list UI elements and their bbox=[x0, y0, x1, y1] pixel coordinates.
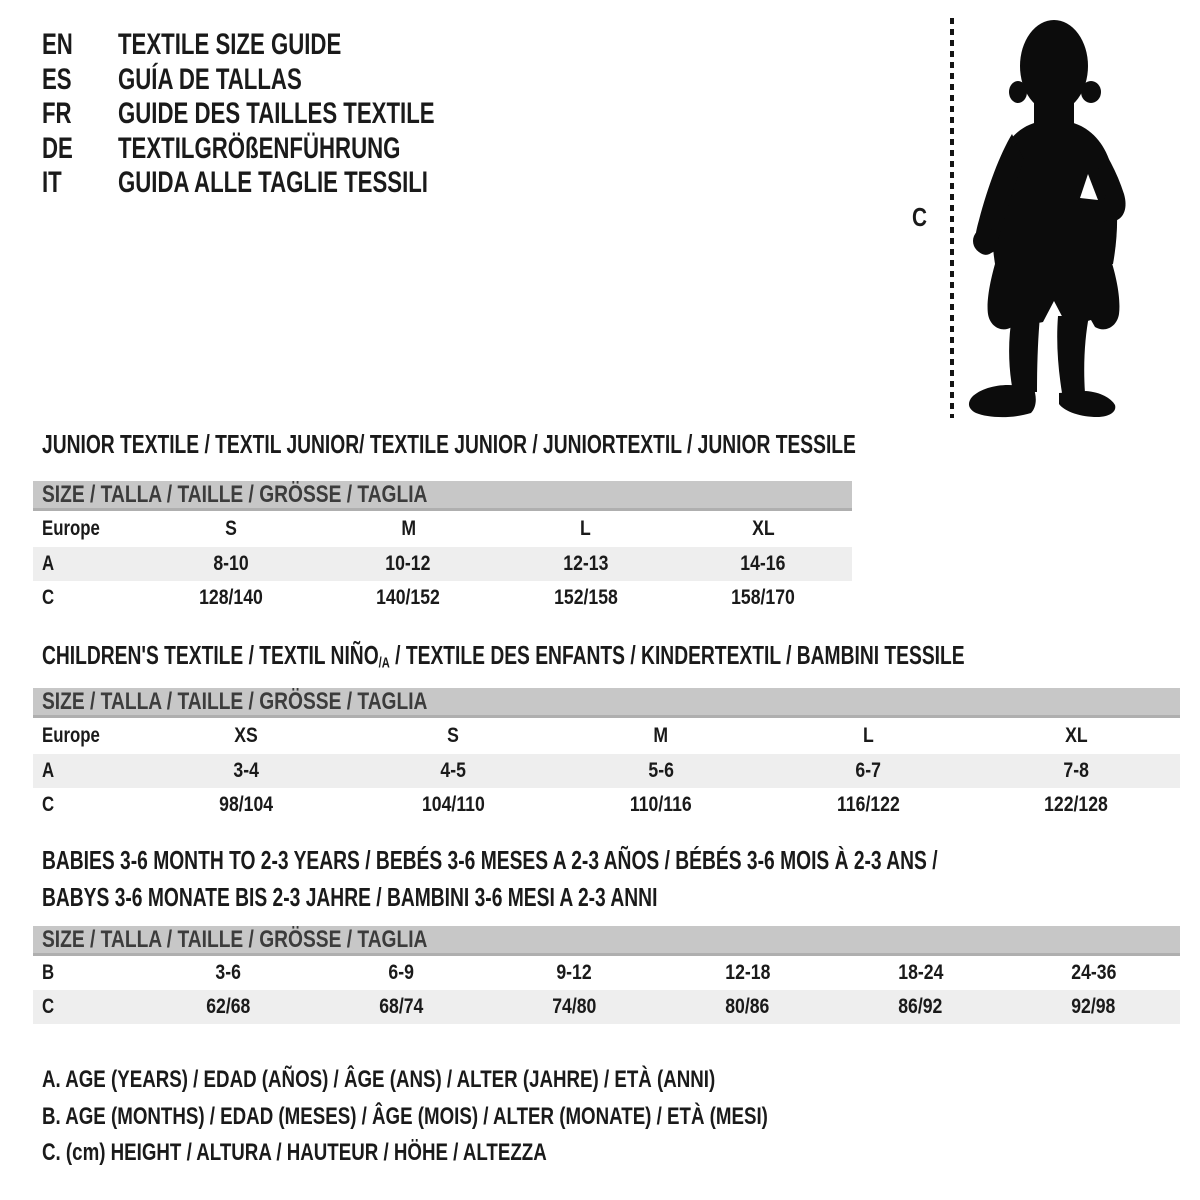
table-cell: 116/122 bbox=[837, 793, 900, 816]
table-cell: 8-10 bbox=[213, 552, 249, 575]
column-header-row bbox=[33, 718, 1180, 754]
children-section-title: CHILDREN'S TEXTILE / TEXTIL NIÑO/A / TEXTILE DES ENFANTS / KINDERTEXTIL / BAMBINI TESSILE bbox=[42, 640, 965, 672]
table-row-height bbox=[33, 788, 1180, 822]
column-header-row bbox=[33, 511, 852, 547]
footnote-legend bbox=[42, 1062, 973, 1172]
row-label: C bbox=[42, 793, 55, 816]
nino-a-subscript: /A bbox=[378, 654, 390, 672]
table-cell: 9-12 bbox=[556, 961, 593, 984]
language-title: GUIDE DES TAILLES TEXTILE bbox=[118, 97, 435, 131]
size-header-bar bbox=[33, 926, 1180, 956]
table-cell: 12-18 bbox=[724, 961, 771, 984]
column-header: M bbox=[400, 517, 416, 540]
region-label: Europe bbox=[42, 517, 100, 540]
column-header: S bbox=[447, 724, 460, 747]
table-cell: 12-13 bbox=[563, 552, 609, 575]
table-row-age bbox=[33, 754, 1180, 788]
table-row-height bbox=[33, 581, 852, 615]
language-title: GUÍA DE TALLAS bbox=[118, 62, 302, 96]
table-cell: 158/170 bbox=[731, 586, 796, 609]
size-header-bar bbox=[33, 688, 1180, 718]
language-row bbox=[42, 97, 546, 132]
table-cell: 5-6 bbox=[648, 759, 674, 782]
table-cell: 24-36 bbox=[1070, 961, 1117, 984]
toddler-silhouette-image bbox=[958, 14, 1140, 420]
height-measure-label: C bbox=[912, 202, 928, 232]
table-cell: 104/110 bbox=[421, 793, 485, 816]
footnote-a: A. AGE (YEARS) / EDAD (AÑOS) / ÂGE (ANS) / ALTER (JAHRE) / ETÀ (ANNI) bbox=[42, 1066, 716, 1094]
table-cell: 122/128 bbox=[1044, 793, 1109, 816]
size-header-bar bbox=[33, 481, 852, 511]
row-label: B bbox=[42, 961, 55, 984]
table-cell: 86/92 bbox=[898, 995, 943, 1018]
column-header: XL bbox=[751, 517, 775, 540]
size-header-label: SIZE / TALLA / TAILLE / GRÖSSE / TAGLIA bbox=[42, 687, 428, 715]
language-title: TEXTILE SIZE GUIDE bbox=[118, 28, 342, 62]
region-label: Europe bbox=[42, 724, 100, 747]
language-row bbox=[42, 63, 546, 98]
table-cell: 6-9 bbox=[388, 961, 415, 984]
table-cell: 3-6 bbox=[215, 961, 242, 984]
table-cell: 140/152 bbox=[376, 586, 441, 609]
height-measure-dashed-line bbox=[950, 18, 954, 418]
table-cell: 3-4 bbox=[233, 759, 259, 782]
table-cell: 14-16 bbox=[740, 552, 786, 575]
row-label: C bbox=[42, 995, 55, 1018]
column-header: S bbox=[224, 517, 237, 540]
size-header-label: SIZE / TALLA / TAILLE / GRÖSSE / TAGLIA bbox=[42, 480, 428, 508]
column-header: M bbox=[653, 724, 669, 747]
footnote-b: B. AGE (MONTHS) / EDAD (MESES) / ÂGE (MOIS) / ALTER (MONATE) / ETÀ (MESI) bbox=[42, 1102, 768, 1130]
table-cell: 7-8 bbox=[1063, 759, 1089, 782]
table-cell: 10-12 bbox=[385, 552, 431, 575]
language-title: GUIDA ALLE TAGLIE TESSILI bbox=[118, 166, 428, 200]
language-code: FR bbox=[42, 97, 72, 131]
language-row bbox=[42, 166, 546, 201]
table-cell: 62/68 bbox=[206, 995, 251, 1018]
table-cell: 128/140 bbox=[198, 586, 263, 609]
row-label: A bbox=[42, 552, 55, 575]
junior-size-table bbox=[33, 481, 852, 615]
column-header: L bbox=[863, 724, 874, 747]
table-cell: 80/86 bbox=[725, 995, 770, 1018]
language-code: DE bbox=[42, 131, 73, 165]
table-cell: 110/116 bbox=[630, 793, 692, 816]
babies-section-title: BABIES 3-6 MONTH TO 2-3 YEARS / BEBÉS 3-6 MESES A 2-3 AÑOS / BÉBÉS 3-6 MOIS À 2-3 ANS / BABYS 3-6 MONATE BIS 2-3 JAHRE / BAMBINI 3-6 MESI A 2-3 ANNI bbox=[42, 845, 938, 912]
footnote-c: C. (cm) HEIGHT / ALTURA / HAUTEUR / HÖHE / ALTEZZA bbox=[42, 1139, 547, 1167]
table-cell: 92/98 bbox=[1071, 995, 1116, 1018]
language-row bbox=[42, 28, 546, 63]
language-code: IT bbox=[42, 166, 62, 200]
babies-size-table bbox=[33, 926, 1180, 1024]
table-row-height bbox=[33, 990, 1180, 1024]
row-label: A bbox=[42, 759, 55, 782]
language-title: TEXTILGRÖßENFÜHRUNG bbox=[118, 131, 401, 165]
table-cell: 68/74 bbox=[379, 995, 424, 1018]
language-title-list bbox=[42, 28, 546, 201]
size-header-label: SIZE / TALLA / TAILLE / GRÖSSE / TAGLIA bbox=[42, 925, 428, 953]
table-cell: 152/158 bbox=[553, 586, 618, 609]
language-code: ES bbox=[42, 62, 72, 96]
table-row-age-months bbox=[33, 956, 1180, 990]
column-header: XL bbox=[1064, 724, 1088, 747]
column-header: L bbox=[580, 517, 592, 540]
row-label: C bbox=[42, 586, 55, 609]
table-cell: 18-24 bbox=[897, 961, 944, 984]
table-row-age bbox=[33, 547, 852, 581]
column-header: XS bbox=[234, 724, 258, 747]
table-cell: 6-7 bbox=[855, 759, 882, 782]
language-code: EN bbox=[42, 28, 73, 62]
language-row bbox=[42, 132, 546, 167]
table-cell: 4-5 bbox=[440, 759, 467, 782]
children-size-table bbox=[33, 688, 1180, 822]
table-cell: 74/80 bbox=[552, 995, 597, 1018]
junior-section-title: JUNIOR TEXTILE / TEXTIL JUNIOR/ TEXTILE JUNIOR / JUNIORTEXTIL / JUNIOR TESSILE bbox=[42, 429, 856, 459]
table-cell: 98/104 bbox=[218, 793, 273, 816]
